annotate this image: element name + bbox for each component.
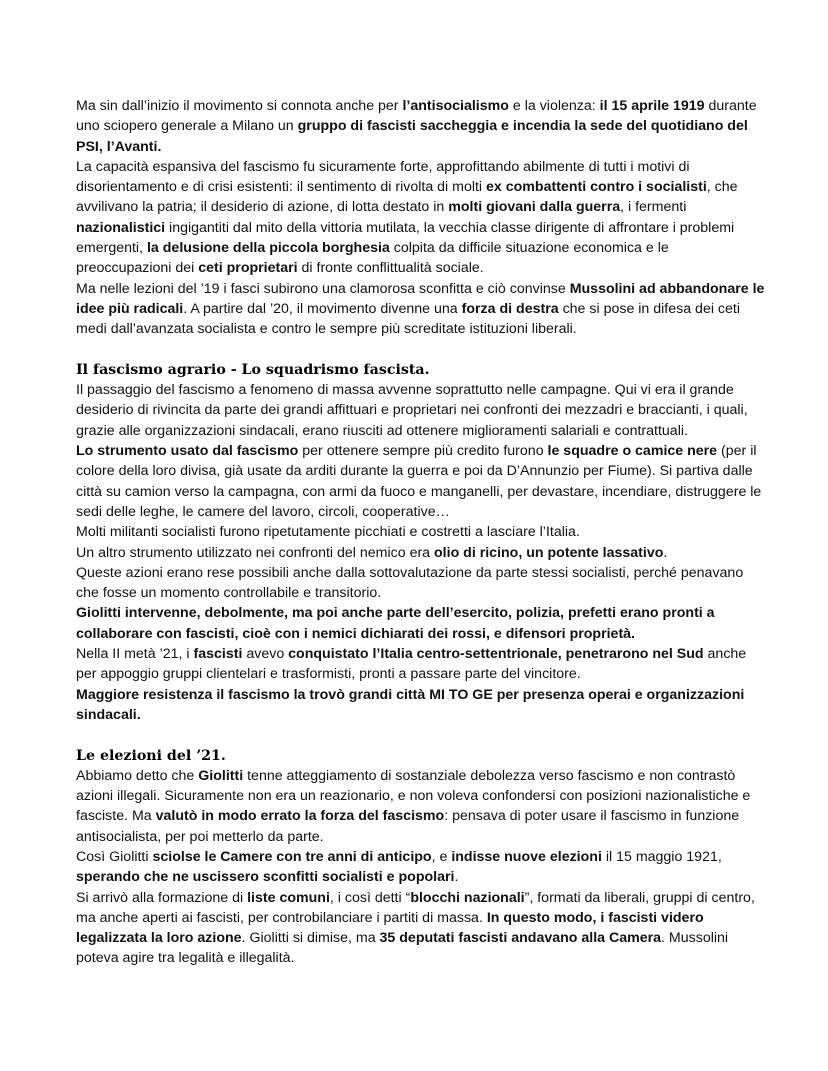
bold-text: Giolitti intervenne, debolmente, ma poi anche parte dell’esercito, polizia, prefetti erano pronti a collaborare con fascisti, cioè con i nemici dichiarati dei rossi, e difensori proprietà. xyxy=(76,605,715,642)
text-run: Ma sin dall’inizio il movimento si connota anche per xyxy=(76,98,403,114)
text-run: il 15 maggio 1921, xyxy=(601,848,722,865)
bold-text: In questo modo, i fascisti videro legalizzata la loro azione xyxy=(76,909,704,947)
paragraph xyxy=(76,685,766,726)
text-run: . xyxy=(454,869,459,886)
bold-text: l’antisocialismo xyxy=(402,98,509,114)
text-run: per ottenere sempre più credito furono xyxy=(298,443,548,460)
text-run: di fronte conflittualità sociale. xyxy=(297,260,484,277)
bold-text: 35 deputati fascisti andavano alla Camera xyxy=(379,930,662,947)
text-run: Molti militanti socialisti furono ripetutamente picchiati e costretti a lasciare l’Italia. xyxy=(76,524,580,541)
text-run: Si arrivò alla formazione di xyxy=(76,889,248,906)
text-run: che si pose in difesa dei ceti medi dall’avanzata socialista e contro le sempre più screditate istituzioni liberali. xyxy=(76,300,741,338)
text-run: Il passaggio del fascismo a fenomeno di massa avvenne soprattutto nelle campagne. Qui vi era il grande desiderio di rivincita da parte dei grandi affittuari e proprietari nei confronti dei mezzadri e braccianti, i quali, grazie alle organizzazioni sindacali, erano riusciti ad ottenere miglioramenti salariali e contrattuali. xyxy=(76,382,748,439)
paragraph xyxy=(76,279,766,340)
text-run: , i fermenti xyxy=(620,199,687,216)
elezioni-section xyxy=(76,766,766,969)
section-heading-elezioni-21: Le elezioni del ’21. xyxy=(76,747,226,764)
bold-text: liste comuni xyxy=(247,889,330,906)
bold-text: le squadre o camice nere xyxy=(547,443,718,460)
section-gap xyxy=(76,340,766,360)
bold-text: Giolitti xyxy=(198,767,244,784)
bold-text: il 15 aprile 1919 xyxy=(599,98,705,114)
text-run: . Giolitti si dimise, ma xyxy=(241,930,380,947)
text-run: anche per appoggio gruppi clientelari e trasformisti, pronti a passare parte del vincitore. xyxy=(76,646,747,683)
bold-text: conquistato l’Italia centro-settentrionale, penetrarono nel Sud xyxy=(288,646,704,663)
paragraph xyxy=(76,157,766,279)
text-run: colpita da difficile situazione economica e le preoccupazioni dei xyxy=(76,240,669,277)
text-run: . A partire dal ’20, il movimento divenne una xyxy=(183,300,462,317)
bold-text: forza di destra xyxy=(461,300,559,317)
bold-text: molti giovani dalla guerra xyxy=(448,199,621,216)
text-run: ingigantiti dal mito della vittoria mutilata, la vecchia classe dirigente di affrontare i problemi emergenti, xyxy=(76,219,735,257)
bold-text: sciolse le Camere con tre anni di anticipo xyxy=(152,848,432,865)
bold-text: la delusione della piccola borghesia xyxy=(146,240,390,257)
text-run: Nella II metà ’21, i xyxy=(76,646,194,663)
text-run: ”, formati da liberali, gruppi di centro, ma anche aperti ai fascisti, per controbilanciare i partiti di massa. xyxy=(76,889,755,926)
bold-text: gruppo di fascisti saccheggia e incendia la sede del quotidiano del PSI, l’Avanti. xyxy=(76,118,748,155)
paragraph xyxy=(76,888,766,969)
paragraph xyxy=(76,563,766,604)
squadrismo-section xyxy=(76,380,766,725)
bold-text: Lo strumento usato dal fascismo xyxy=(76,443,299,460)
paragraph xyxy=(76,522,766,542)
bold-text: ceti proprietari xyxy=(198,260,298,277)
text-run: Ma nelle lezioni del ’19 i fasci subirono una clamorosa sconfitta e ciò convinse xyxy=(76,280,570,297)
paragraph xyxy=(76,766,766,847)
bold-text: sperando che ne uscissero sconfitti socialisti e popolari xyxy=(76,869,455,886)
bold-text: blocchi nazionali xyxy=(410,889,525,906)
text-run: Abbiamo detto che xyxy=(76,767,199,784)
text-run: , e xyxy=(431,848,452,865)
paragraph xyxy=(76,847,766,888)
text-run: avevo xyxy=(242,646,289,663)
paragraph xyxy=(76,96,766,157)
document-page xyxy=(76,96,766,969)
text-run: tenne atteggiamento di sostanziale debolezza verso fascismo e non contrastò azioni illegali. Sicuramente non era un reazionario, e non voleva confondersi con posizioni nazionalistiche e fasciste. Ma xyxy=(76,767,751,825)
bold-text: indisse nuove elezioni xyxy=(451,848,602,865)
text-run: durante uno sciopero generale a Milano un xyxy=(76,98,757,135)
text-run: e la violenza: xyxy=(508,98,600,114)
bold-text: Maggiore resistenza il fascismo la trovò grandi città MI TO GE per presenza operai e organizzazioni sindacali. xyxy=(76,686,745,723)
bold-text: valutò in modo errato la forza del fascismo xyxy=(155,808,445,825)
text-run: , che avvilivano la patria; il desiderio di azione, di lotta destato in xyxy=(76,179,738,216)
bold-text: fascisti xyxy=(193,646,243,663)
text-run: . xyxy=(663,544,668,561)
paragraph xyxy=(76,644,766,685)
bold-text: Mussolini ad abbandonare le idee più radicali xyxy=(76,280,765,317)
text-run: Un altro strumento utilizzato nei confronti del nemico era xyxy=(76,544,435,561)
paragraph xyxy=(76,543,766,563)
text-run: , i così detti “ xyxy=(329,889,411,906)
intro-section xyxy=(76,96,766,340)
text-run: Queste azioni erano rese possibili anche dalla sottovalutazione da parte stessi socialisti, perché penavano che fosse un momento controllabile e transitorio. xyxy=(76,564,744,602)
text-run: La capacità espansiva del fascismo fu sicuramente forte, approfittando abilmente di tutti i motivi di disorientamento e di crisi esistenti: il sentimento di rivolta di molti xyxy=(76,158,690,196)
bold-text: olio di ricino, un potente lassativo xyxy=(434,544,664,561)
bold-text: ex combattenti contro i socialisti xyxy=(486,179,707,196)
text-run: : pensava di poter usare il fascismo in funzione antisocialista, per poi metterlo da parte. xyxy=(76,808,740,845)
section-gap xyxy=(76,725,766,745)
paragraph xyxy=(76,380,766,441)
paragraph xyxy=(76,603,766,644)
paragraph xyxy=(76,441,766,522)
bold-text: nazionalistici xyxy=(76,219,166,236)
section-heading-fascismo-agrario: Il fascismo agrario - Lo squadrismo fascista. xyxy=(76,361,430,378)
text-run: (per il colore della loro divisa, già usate da arditi durante la guerra e poi da D’Annunzio per Fiume). Si partiva dalle città su camion verso la campagna, con armi da fuoco e manganelli, per devastare, incendiare, distruggere le sedi delle leghe, le camere del lavoro, circoli, cooperative… xyxy=(76,443,762,520)
text-run: . Mussolini poteva agire tra legalità e illegalità. xyxy=(76,930,729,967)
text-run: Così Giolitti xyxy=(76,848,153,865)
